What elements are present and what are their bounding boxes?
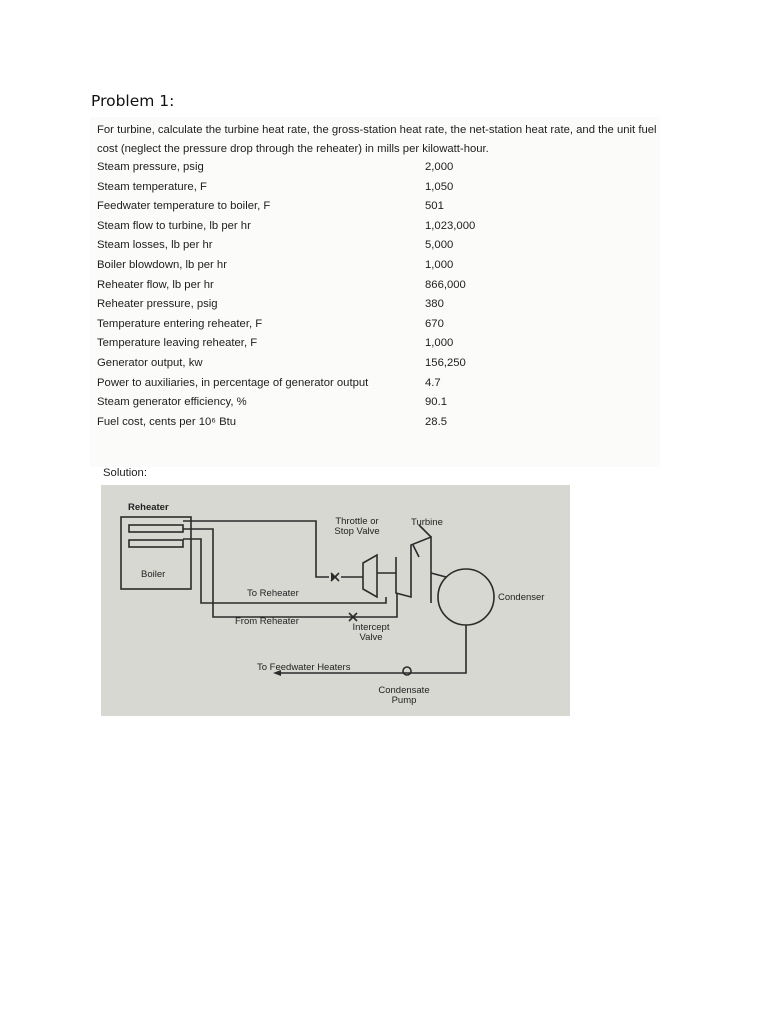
parameter-label: Steam generator efficiency, % — [97, 396, 247, 409]
boiler-label: Boiler — [141, 569, 166, 580]
problem-intro: For turbine, calculate the turbine heat rate, the gross-station heat rate, the net-station heat rate, and the unit fuel cost (neglect the pressure drop through the reheater) in mills per kilowatt-hour. — [97, 124, 657, 155]
problem-heading: Problem 1: — [91, 92, 175, 110]
to-feedwater-label: To Feedwater Heaters — [257, 662, 351, 673]
throttle-valve-label: Throttle or Stop Valve — [334, 516, 380, 537]
parameter-value: 5,000 — [425, 239, 454, 252]
intercept-valve-label: Intercept Valve — [352, 622, 390, 643]
parameter-row — [97, 318, 657, 337]
parameter-row — [97, 337, 657, 356]
parameter-row — [97, 259, 657, 278]
parameter-row — [97, 416, 657, 435]
parameter-value: 4.7 — [425, 376, 441, 389]
parameter-label: Reheater flow, lb per hr — [97, 278, 214, 291]
parameter-row — [97, 357, 657, 376]
parameter-value: 2,000 — [425, 161, 454, 173]
reheater-tube-2 — [129, 540, 183, 547]
parameter-value: 28.5 — [425, 415, 447, 428]
parameter-value: 1,023,000 — [425, 219, 476, 232]
parameter-value: 380 — [425, 298, 444, 311]
condenser-label: Condenser — [498, 592, 545, 603]
parameter-row — [97, 181, 657, 200]
reheater-tube-1 — [129, 525, 183, 532]
parameter-value: 156,250 — [425, 357, 466, 369]
parameter-row — [97, 377, 657, 396]
parameter-label: Steam pressure, psig — [97, 161, 204, 173]
solution-label: Solution: — [103, 467, 147, 479]
parameter-row — [97, 220, 657, 239]
to-reheater-label: To Reheater — [247, 588, 299, 599]
parameter-label: Temperature entering reheater, F — [97, 317, 263, 330]
parameter-label: Steam losses, lb per hr — [97, 239, 213, 252]
parameter-label: Fuel cost, cents per 10⁶ Btu — [97, 415, 237, 428]
parameter-label: Feedwater temperature to boiler, F — [97, 200, 271, 213]
parameter-value: 1,050 — [425, 180, 454, 193]
hp-turbine — [363, 555, 377, 597]
parameter-row — [97, 161, 657, 180]
reheater-label: Reheater — [128, 502, 169, 513]
parameter-value: 1,000 — [425, 337, 454, 350]
parameter-row — [97, 239, 657, 258]
parameter-label: Boiler blowdown, lb per hr — [97, 259, 227, 271]
problem-statement-scan — [90, 117, 660, 467]
parameter-value: 866,000 — [425, 278, 466, 291]
condenser-circle — [438, 569, 494, 625]
condensate-pump-label: Condensate Pump — [378, 685, 430, 706]
parameter-label: Reheater pressure, psig — [97, 298, 218, 311]
parameter-row — [97, 396, 657, 415]
parameter-label: Generator output, kw — [97, 357, 203, 369]
reheat-cycle-diagram — [101, 485, 570, 716]
parameter-value: 1,000 — [425, 259, 454, 271]
parameter-value: 670 — [425, 317, 444, 330]
parameter-value: 90.1 — [425, 396, 447, 409]
parameter-label: Steam temperature, F — [97, 180, 207, 193]
parameter-label: Power to auxiliaries, in percentage of generator output — [97, 376, 369, 389]
parameter-row — [97, 279, 657, 298]
parameter-row — [97, 200, 657, 219]
parameter-label: Steam flow to turbine, lb per hr — [97, 219, 251, 232]
parameter-row — [97, 298, 657, 317]
turbine-label: Turbine — [411, 517, 443, 528]
from-reheater-label: From Reheater — [235, 616, 299, 627]
parameter-label: Temperature leaving reheater, F — [97, 337, 258, 350]
parameter-value: 501 — [425, 200, 444, 213]
